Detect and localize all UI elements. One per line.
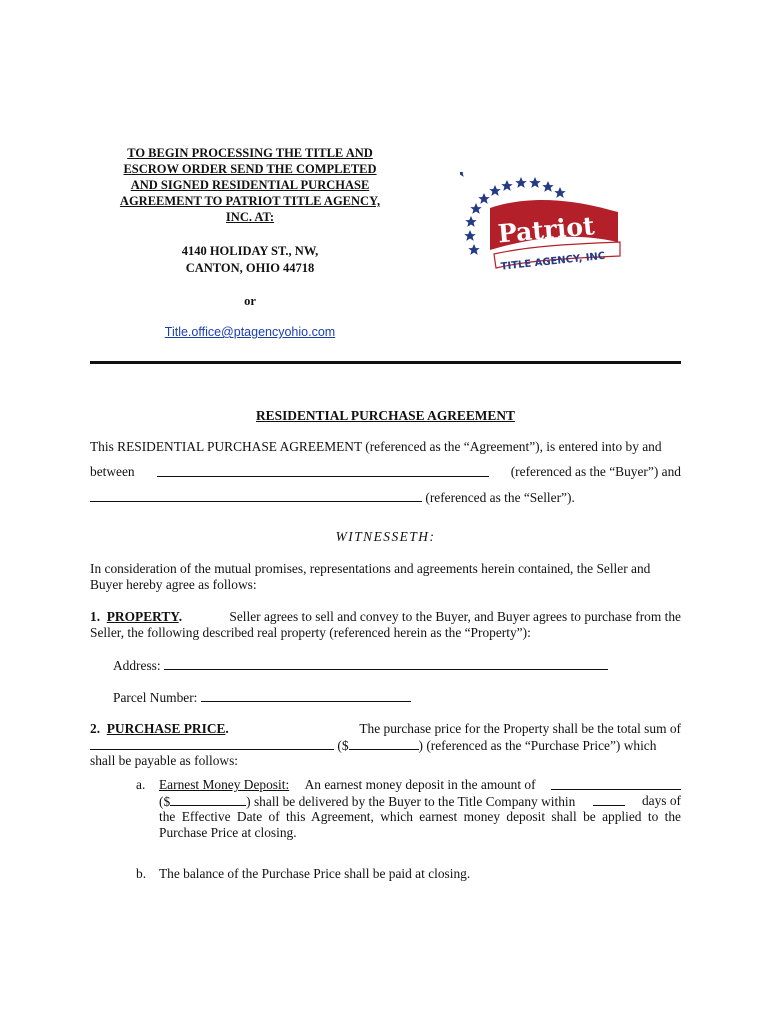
consideration-line-2: Buyer hereby agree as follows: (90, 577, 257, 592)
earnest-money-amount-field[interactable] (170, 793, 246, 806)
earnest-money-line-3: the Effective Date of this Agreement, which earnest money deposit shall be applied to the (159, 809, 681, 824)
header-line-2: ESCROW ORDER SEND THE COMPLETED (123, 162, 377, 176)
consideration-line-1: In consideration of the mutual promises, representations and agreements herein contained, the Seller and (90, 561, 651, 576)
property-heading: PROPERTY (106, 609, 179, 624)
header-address-line-1: 4140 HOLIDAY ST., NW, (181, 244, 319, 258)
intro-seller-ref: (referenced as the “Seller”). (425, 490, 575, 505)
balance-text: The balance of the Purchase Price shall be paid at closing. (159, 866, 471, 881)
intro-between: between (90, 464, 135, 479)
header-divider (90, 361, 681, 364)
earnest-dollar-open: ($ (159, 794, 171, 809)
header-line-4: AGREEMENT TO PATRIOT TITLE AGENCY, (119, 194, 381, 208)
email-link[interactable]: Title.office@ptagencyohio.com (164, 325, 336, 339)
property-line-2: Seller, the following described real property (referenced herein as the “Property”): (90, 625, 531, 640)
seller-name-field[interactable] (90, 489, 422, 502)
logo-subtitle: TITLE AGENCY, INC (500, 250, 606, 273)
earnest-money-words-field[interactable] (551, 777, 681, 790)
header-line-1: TO BEGIN PROCESSING THE TITLE AND (127, 146, 373, 160)
parcel-number-field[interactable] (201, 689, 411, 702)
earnest-money-line-2: ) shall be delivered by the Buyer to the Title Company within (246, 794, 576, 809)
header-address-line-2: CANTON, OHIO 44718 (185, 261, 315, 275)
document-title: RESIDENTIAL PURCHASE AGREEMENT (256, 408, 515, 423)
price-line-3: shall be payable as follows: (90, 753, 239, 768)
logo-name: Patriot (496, 211, 596, 249)
property-number: 1. (90, 609, 101, 624)
earnest-money-line-1: An earnest money deposit in the amount of (304, 777, 536, 792)
price-line-2-end: ) (referenced as the “Purchase Price”) which (418, 738, 657, 753)
witnesseth-heading: WITNESSETH: (335, 529, 436, 544)
price-dollar-open: ($ (337, 738, 349, 753)
address-label: Address: (113, 658, 161, 673)
property-line-1: Seller agrees to sell and convey to the Buyer, and Buyer agrees to purchase from the (229, 609, 681, 624)
price-number: 2. (90, 721, 101, 736)
earnest-days-of: days of (641, 793, 681, 808)
header-line-3: AND SIGNED RESIDENTIAL PURCHASE (130, 178, 370, 192)
patriot-title-agency-logo (460, 172, 630, 277)
intro-buyer-ref: (referenced as the “Buyer”) and (510, 464, 681, 479)
earnest-money-label: Earnest Money Deposit: (159, 777, 290, 792)
purchase-price-amount-field[interactable] (349, 737, 419, 750)
purchase-price-words-field[interactable] (90, 737, 334, 750)
earnest-money-line-4: Purchase Price at closing. (159, 825, 297, 840)
address-field[interactable] (164, 657, 608, 670)
header-or: or (244, 294, 256, 308)
intro-line-1: This RESIDENTIAL PURCHASE AGREEMENT (referenced as the “Agreement”), is entered into by and (90, 439, 662, 454)
price-heading: PURCHASE PRICE (106, 721, 226, 736)
header-line-5: INC. AT: (225, 210, 275, 224)
item-a-marker: a. (136, 777, 146, 792)
parcel-number-label: Parcel Number: (113, 690, 198, 705)
price-line-1: The purchase price for the Property shall be the total sum of (359, 721, 681, 736)
item-b-marker: b. (136, 866, 147, 881)
earnest-days-field[interactable] (593, 793, 625, 806)
buyer-name-field[interactable] (157, 464, 489, 477)
